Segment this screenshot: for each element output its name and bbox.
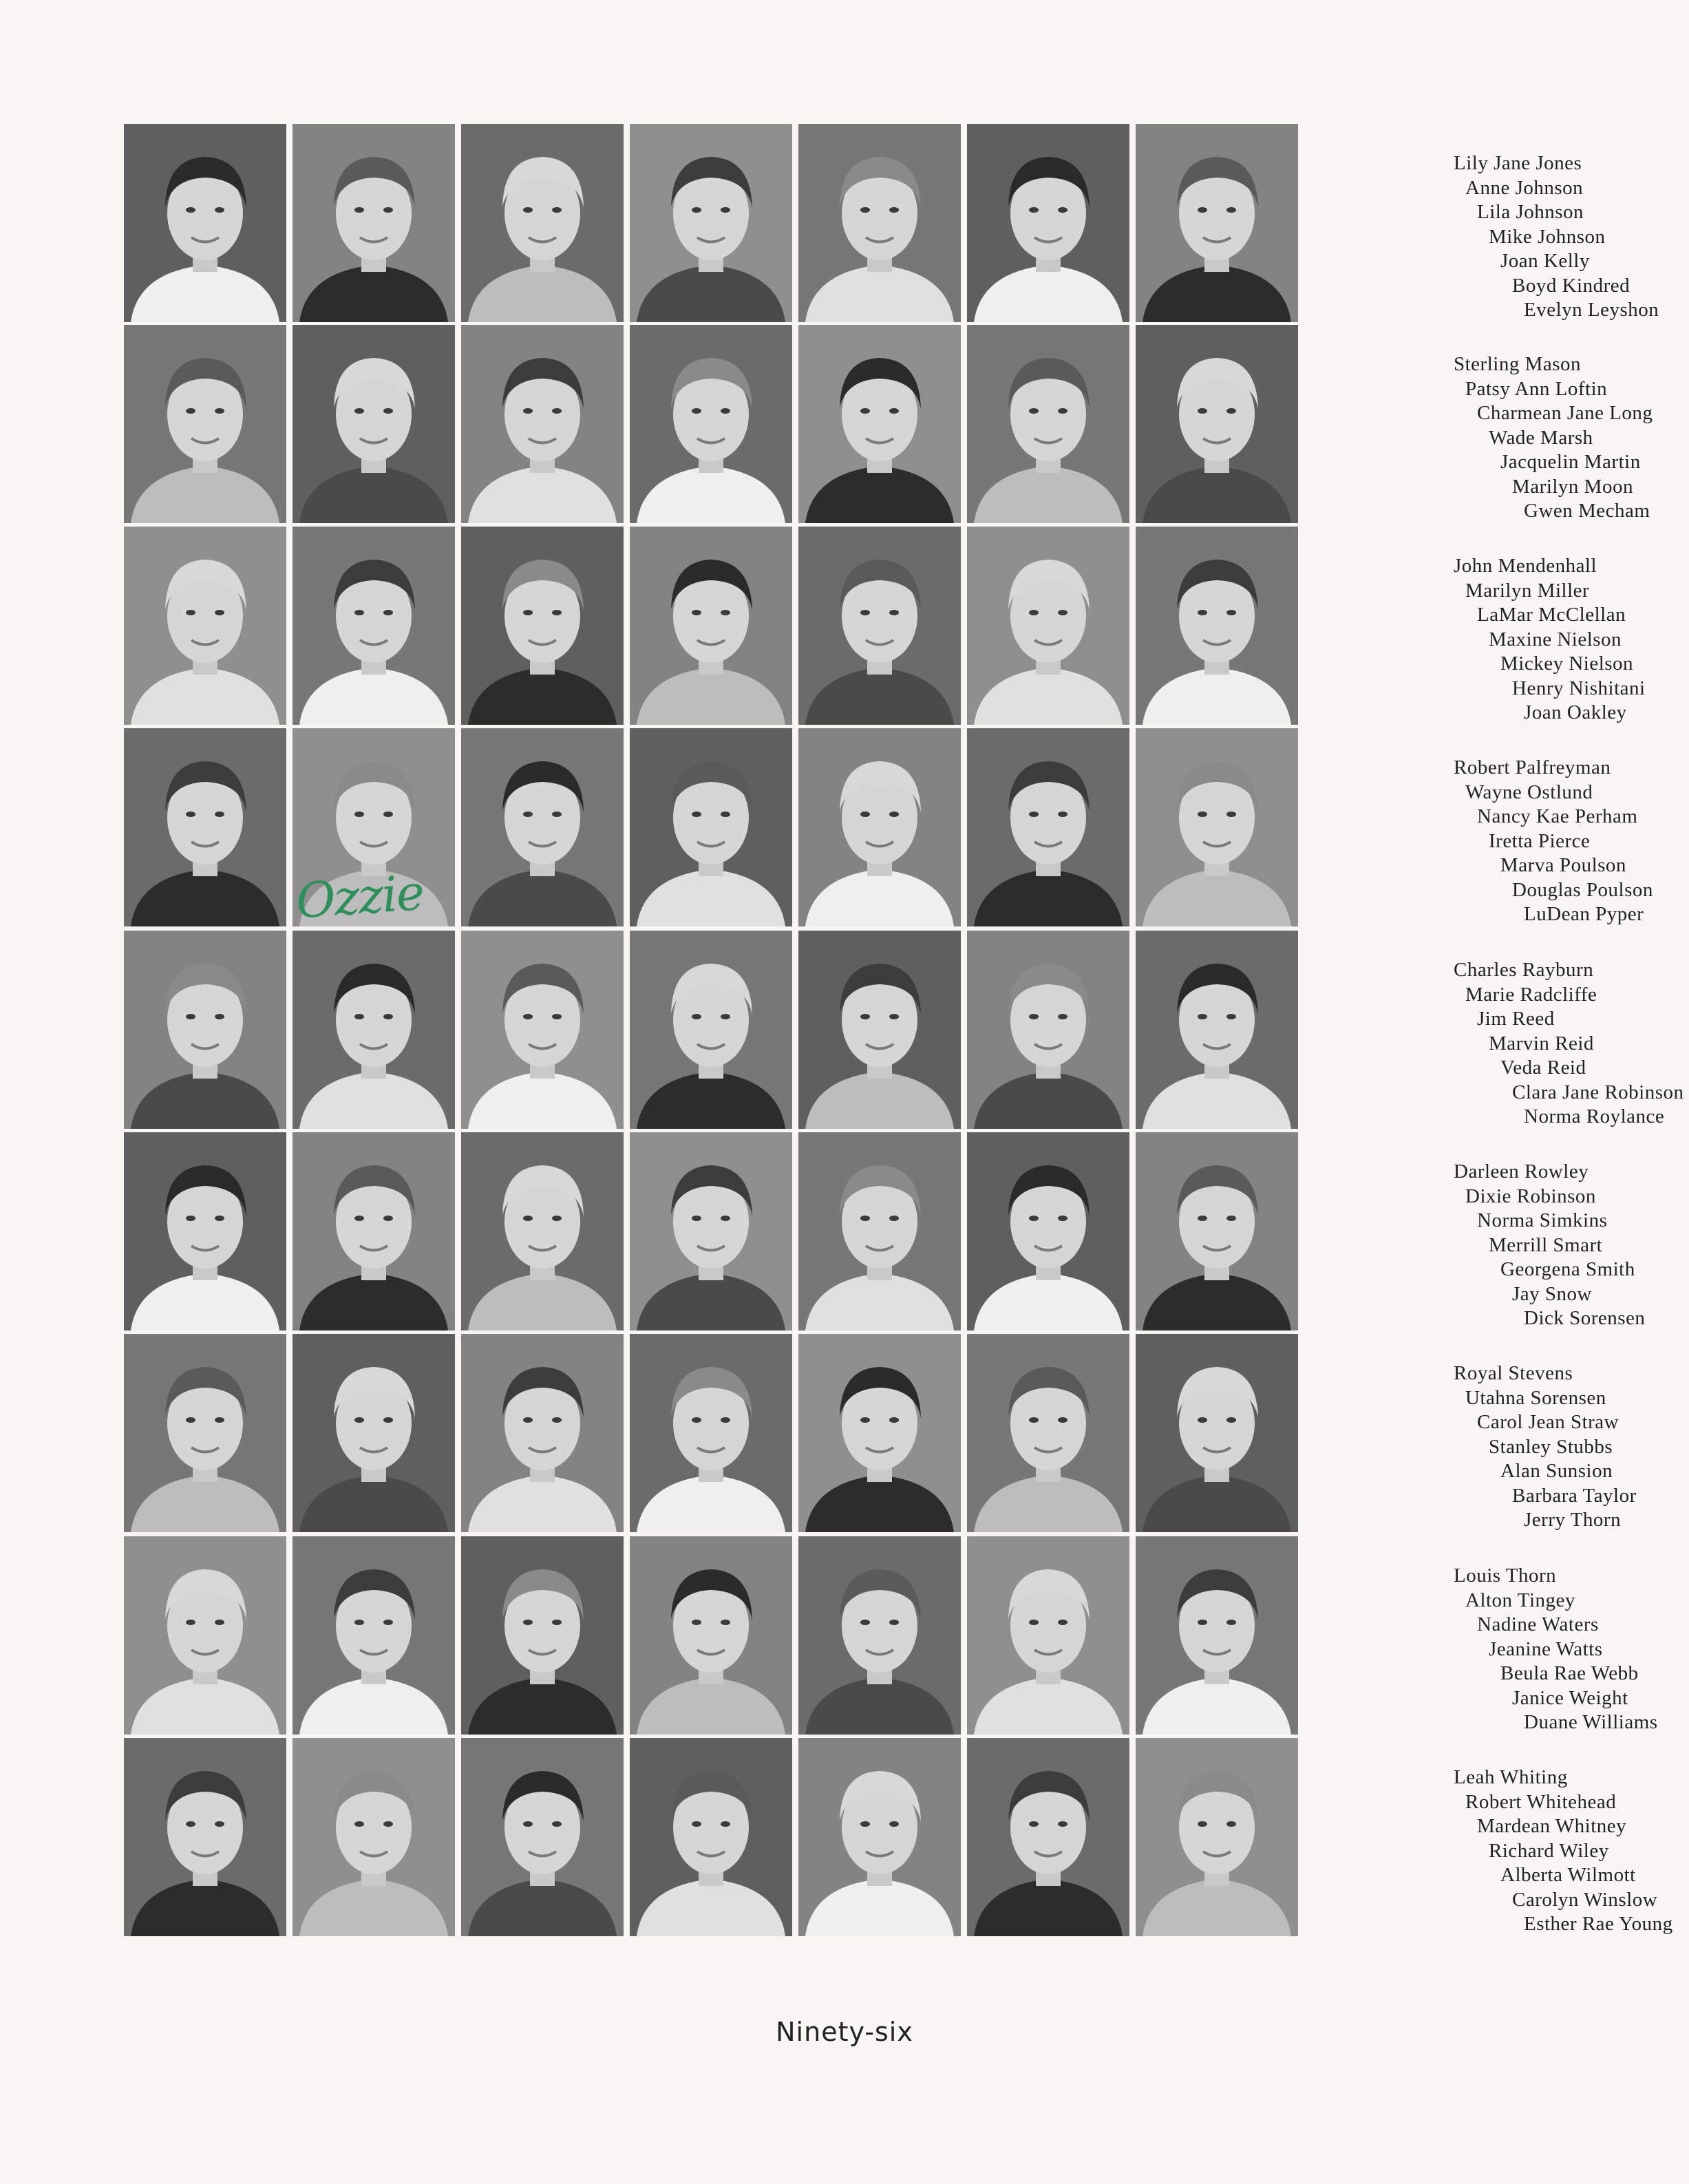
student-name: Carolyn Winslow (1512, 1888, 1658, 1911)
student-name: Marilyn Miller (1465, 579, 1590, 602)
student-name: Lily Jane Jones (1454, 152, 1582, 174)
student-name: Charmean Jane Long (1477, 402, 1653, 424)
student-portrait (461, 1334, 624, 1532)
student-portrait (1136, 728, 1298, 926)
name-list (1454, 756, 1689, 935)
name-list (1454, 554, 1689, 733)
student-name: Utahna Sorensen (1465, 1386, 1606, 1409)
student-portrait (124, 1132, 286, 1330)
student-portrait (967, 1536, 1129, 1735)
student-portrait (293, 1334, 455, 1532)
student-name: Mike Johnson (1489, 225, 1606, 248)
student-name: LuDean Pyper (1524, 903, 1644, 925)
student-portrait (630, 325, 792, 523)
student-portrait (798, 1738, 961, 1936)
student-portrait (461, 527, 624, 725)
student-name: Marilyn Moon (1512, 475, 1633, 498)
name-list (1454, 151, 1689, 330)
student-name: Norma Roylance (1524, 1105, 1665, 1127)
student-name: Veda Reid (1500, 1057, 1586, 1079)
student-name: Norma Simkins (1477, 1209, 1608, 1231)
student-portrait (630, 1536, 792, 1735)
handwritten-signature: Ozzie (294, 864, 425, 930)
student-name: Mickey Nielson (1500, 653, 1634, 675)
student-name: Dick Sorensen (1524, 1307, 1646, 1329)
student-name: Beula Rae Webb (1500, 1662, 1639, 1684)
student-name: Marva Poulson (1500, 854, 1626, 876)
student-portrait (1136, 1536, 1298, 1735)
student-portrait (1136, 325, 1298, 523)
student-name: Dixie Robinson (1465, 1185, 1596, 1207)
student-name: Evelyn Leyshon (1524, 299, 1659, 321)
student-portrait (967, 931, 1129, 1129)
student-portrait (461, 1738, 624, 1936)
student-name: Richard Wiley (1489, 1839, 1609, 1862)
student-portrait (461, 1536, 624, 1735)
student-portrait (798, 1536, 961, 1735)
student-portrait (798, 1132, 961, 1330)
student-name: Duane Williams (1524, 1711, 1658, 1733)
student-name: Charles Rayburn (1454, 959, 1594, 981)
student-portrait (461, 728, 624, 926)
name-list (1454, 1766, 1689, 1944)
student-portrait (630, 728, 792, 926)
student-portrait (967, 325, 1129, 523)
student-name: Royal Stevens (1454, 1362, 1573, 1384)
student-portrait (967, 1334, 1129, 1532)
portrait-row (124, 1738, 1673, 1939)
student-name: Joan Oakley (1524, 701, 1627, 723)
student-portrait (461, 124, 624, 322)
student-portrait (124, 1334, 286, 1532)
student-name: Clara Jane Robinson (1512, 1081, 1684, 1103)
name-list (1454, 352, 1689, 531)
student-portrait (293, 1738, 455, 1936)
name-list (1454, 958, 1689, 1137)
student-name: Alan Sunsion (1500, 1460, 1613, 1482)
student-portrait (1136, 1334, 1298, 1532)
portrait-row (124, 931, 1684, 1132)
student-name: Alberta Wilmott (1500, 1864, 1636, 1886)
student-portrait (798, 931, 961, 1129)
student-name: Darleen Rowley (1454, 1160, 1589, 1183)
student-portrait (630, 1334, 792, 1532)
student-portrait (293, 325, 455, 523)
student-portrait (630, 527, 792, 725)
student-portrait (630, 1738, 792, 1936)
student-name: Jay Snow (1512, 1282, 1592, 1305)
student-portrait (967, 1738, 1129, 1936)
student-name: Joan Kelly (1500, 250, 1590, 272)
student-portrait (293, 124, 455, 322)
student-portrait (967, 124, 1129, 322)
student-portrait (630, 124, 792, 322)
student-portrait (293, 1132, 455, 1330)
student-name: Carol Jean Straw (1477, 1411, 1619, 1433)
name-list (1454, 1160, 1689, 1339)
portrait-row (124, 1132, 1646, 1333)
student-portrait (124, 1738, 286, 1936)
student-name: Anne Johnson (1465, 176, 1584, 199)
student-name: Robert Whitehead (1465, 1790, 1617, 1813)
student-portrait (293, 1536, 455, 1735)
student-portrait (293, 931, 455, 1129)
student-name: Nadine Waters (1477, 1613, 1599, 1635)
student-portrait (1136, 124, 1298, 322)
student-name: Jacquelin Martin (1500, 451, 1641, 473)
student-name: LaMar McClellan (1477, 604, 1626, 626)
portrait-row (124, 124, 1659, 325)
portrait-row (124, 527, 1646, 728)
student-name: Iretta Pierce (1489, 829, 1591, 852)
student-portrait (967, 1132, 1129, 1330)
student-portrait (124, 1536, 286, 1735)
student-name: Sterling Mason (1454, 353, 1582, 375)
student-name: Henry Nishitani (1512, 677, 1646, 699)
student-portrait (124, 124, 286, 322)
student-name: Nancy Kae Perham (1477, 805, 1638, 827)
page-number: Ninety-six (776, 2017, 913, 2047)
student-portrait (1136, 931, 1298, 1129)
student-name: Wayne Ostlund (1465, 781, 1593, 803)
student-portrait (461, 1132, 624, 1330)
student-name: Louis Thorn (1454, 1565, 1557, 1587)
student-name: Mardean Whitney (1477, 1815, 1627, 1837)
student-name: Leah Whiting (1454, 1766, 1568, 1788)
student-portrait (630, 931, 792, 1129)
student-portrait (124, 931, 286, 1129)
student-portrait (124, 325, 286, 523)
student-name: Lila Johnson (1477, 201, 1584, 223)
student-name: Gwen Mecham (1524, 500, 1650, 522)
student-name: Alton Tingey (1465, 1589, 1575, 1611)
name-list (1454, 1564, 1689, 1743)
portrait-row (124, 325, 1653, 526)
student-portrait (461, 325, 624, 523)
student-name: Barbara Taylor (1512, 1484, 1637, 1507)
student-name: Jerry Thorn (1524, 1509, 1622, 1531)
student-portrait (798, 325, 961, 523)
student-portrait (1136, 1738, 1298, 1936)
student-name: Stanley Stubbs (1489, 1435, 1613, 1458)
student-name: Jim Reed (1477, 1008, 1555, 1030)
student-portrait (293, 527, 455, 725)
student-portrait (967, 728, 1129, 926)
student-name: Douglas Poulson (1512, 878, 1653, 901)
student-portrait (124, 527, 286, 725)
student-name: Georgena Smith (1500, 1258, 1635, 1280)
student-name: Janice Weight (1512, 1686, 1628, 1709)
student-portrait (461, 931, 624, 1129)
student-name: Marie Radcliffe (1465, 983, 1597, 1006)
student-name: Patsy Ann Loftin (1465, 377, 1608, 400)
student-name: Robert Palfreyman (1454, 756, 1611, 778)
student-name: Marvin Reid (1489, 1032, 1594, 1054)
portrait-row (124, 1536, 1658, 1737)
student-portrait (124, 728, 286, 926)
student-name: Wade Marsh (1489, 426, 1593, 449)
student-portrait (798, 124, 961, 322)
student-name: Jeanine Watts (1489, 1637, 1603, 1660)
portrait-row (124, 1334, 1637, 1535)
student-portrait (798, 527, 961, 725)
student-portrait (1136, 1132, 1298, 1330)
student-name: Boyd Kindred (1512, 274, 1630, 297)
student-portrait (1136, 527, 1298, 725)
student-name: Merrill Smart (1489, 1233, 1603, 1256)
student-portrait (967, 527, 1129, 725)
student-name: Maxine Nielson (1489, 628, 1622, 650)
student-name: John Mendenhall (1454, 555, 1597, 577)
student-portrait (798, 728, 961, 926)
name-list (1454, 1361, 1689, 1540)
student-portrait (798, 1334, 961, 1532)
student-name: Esther Rae Young (1524, 1913, 1673, 1935)
student-portrait (630, 1132, 792, 1330)
